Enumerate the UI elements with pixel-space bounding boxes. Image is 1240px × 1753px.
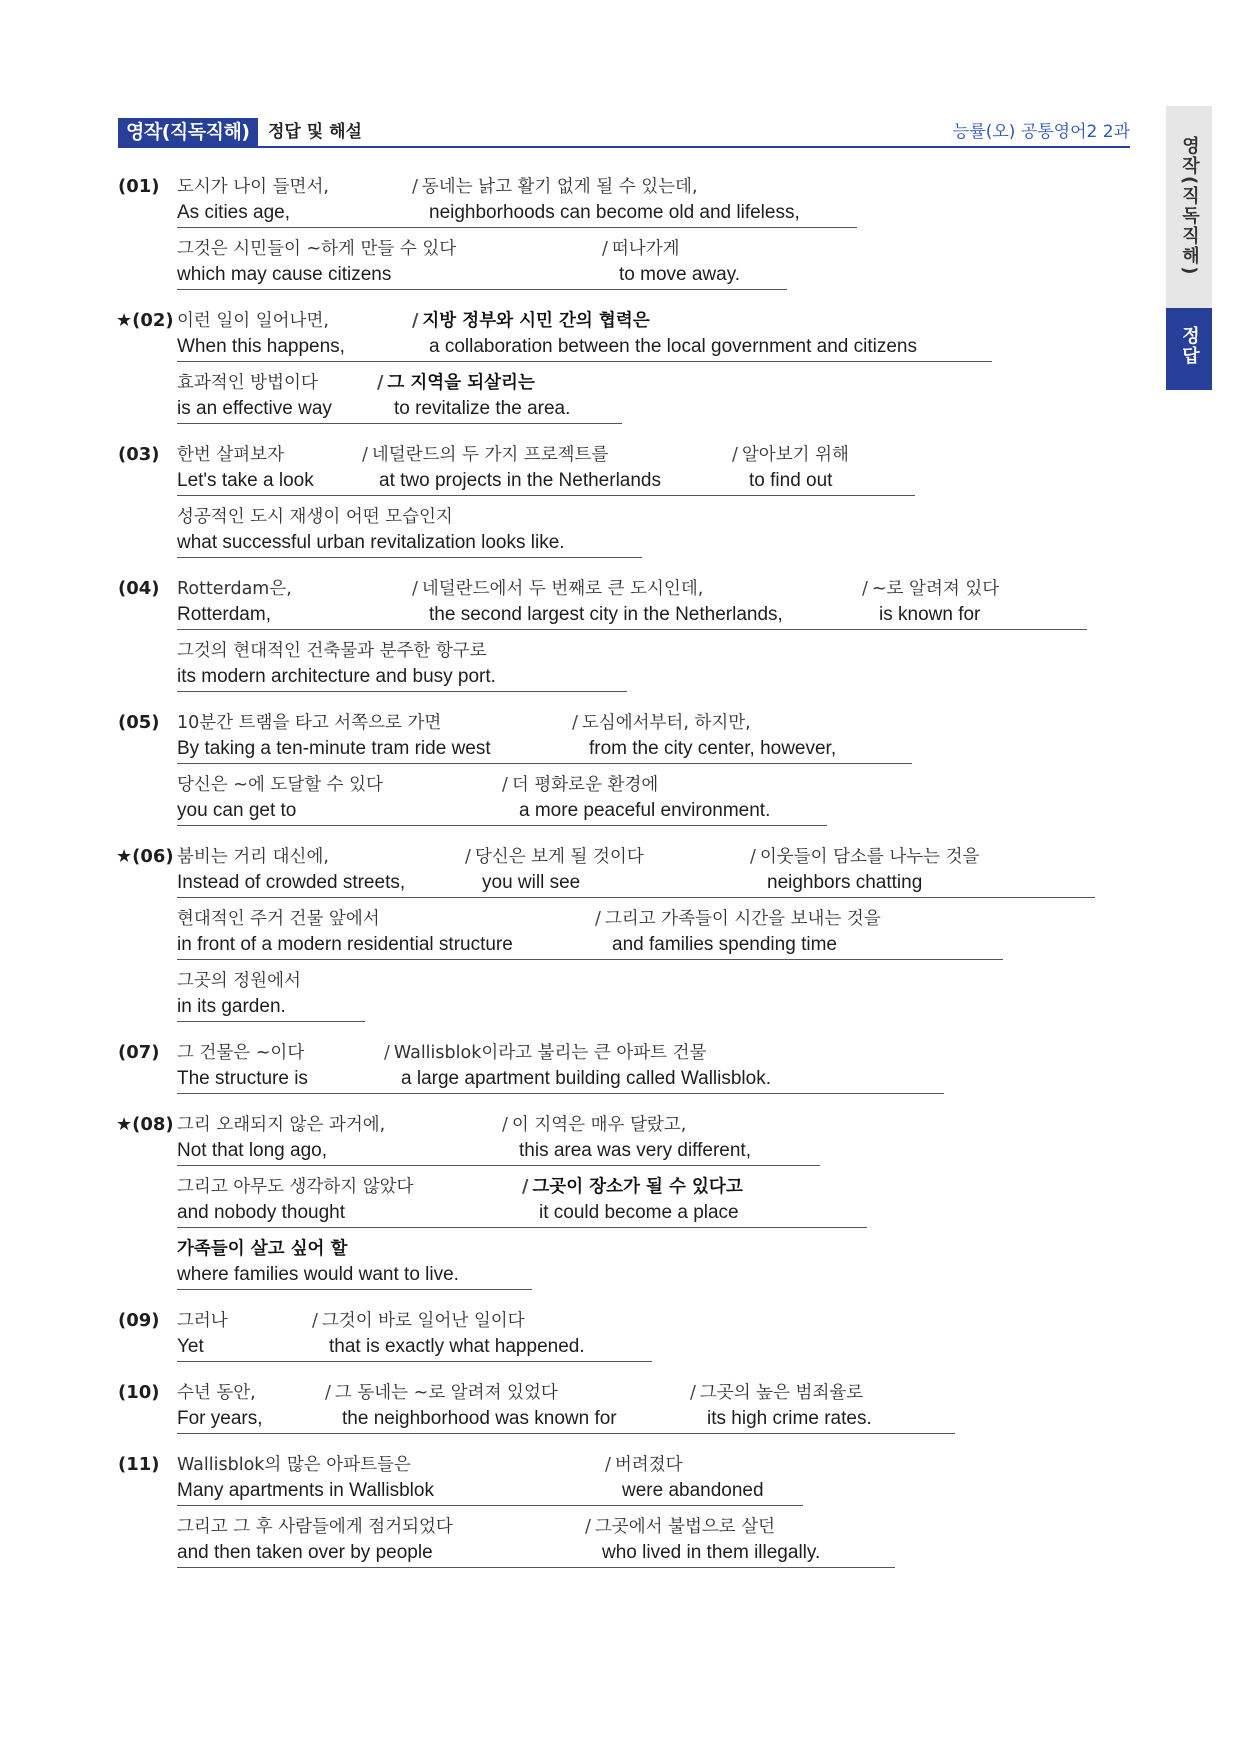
chunk (750, 844, 1095, 898)
korean-chunk (177, 1174, 522, 1200)
korean-chunk-text: 그 건물은 ~이다 (177, 1043, 305, 1063)
english-chunk: a collaboration between the local government and citizens (429, 336, 917, 357)
korean-chunk (177, 1380, 325, 1406)
korean-chunk (177, 1040, 384, 1066)
korean-chunk (177, 906, 595, 932)
english-chunk: Let's take a look (177, 470, 314, 491)
chunk-row (177, 1380, 1148, 1434)
sentence-number (116, 844, 176, 870)
korean-chunk (177, 710, 572, 736)
korean-chunk-text: 그 동네는 ~로 알려져 있었다 (334, 1383, 558, 1403)
chunk-row (177, 844, 1148, 898)
korean-chunk-text: 10분간 트램을 타고 서쪽으로 가면 (177, 713, 442, 733)
korean-chunk (177, 1514, 585, 1540)
korean-chunk (177, 442, 362, 468)
sentence-number-text: (01) (118, 176, 160, 197)
chunk (177, 968, 365, 1022)
sentence-number (116, 308, 176, 334)
korean-chunk-text: 이 지역은 매우 달랐고, (511, 1115, 687, 1135)
textbook-info: 능률(오) 공통영어2 2과 (952, 122, 1130, 142)
korean-chunk-text: 더 평화로운 환경에 (511, 775, 659, 795)
english-chunk: its modern architecture and busy port. (177, 666, 496, 687)
slash-divider: / (572, 713, 578, 733)
korean-chunk-text: 도심에서부터, 하지만, (581, 713, 751, 733)
chunk (177, 906, 595, 960)
chunk-row (177, 504, 1148, 558)
korean-chunk-text: 네덜란드에서 두 번째로 큰 도시인데, (421, 579, 704, 599)
sentence-number-text: (10) (118, 1382, 160, 1403)
chunk (862, 576, 1087, 630)
sentence-number (118, 1040, 178, 1066)
chunk (502, 772, 827, 826)
chunk (412, 174, 857, 228)
chunk (177, 710, 572, 764)
english-chunk: that is exactly what happened. (329, 1336, 585, 1357)
chunk (177, 236, 602, 290)
slash-divider: / (605, 1455, 611, 1475)
english-chunk: Many apartments in Wallisblok (177, 1480, 434, 1501)
chunk (177, 772, 502, 826)
chunk-row (177, 1452, 1148, 1506)
chunk (522, 1174, 867, 1228)
chunk-row (177, 1174, 1148, 1228)
korean-chunk (412, 576, 862, 602)
korean-chunk (177, 1112, 502, 1138)
slash-divider: / (502, 775, 508, 795)
chunk-row (177, 1308, 1148, 1362)
english-chunk: and nobody thought (177, 1202, 345, 1223)
english-chunk: you will see (482, 872, 581, 893)
korean-chunk-text: 동네는 낡고 활기 없게 될 수 있는데, (421, 177, 698, 197)
korean-chunk (750, 844, 1095, 870)
chunk-row (177, 308, 1148, 362)
slash-divider: / (502, 1115, 508, 1135)
english-chunk: is an effective way (177, 398, 332, 419)
english-chunk: the second largest city in the Netherlands, (429, 604, 783, 625)
english-chunk: you can get to (177, 800, 297, 821)
chunk-row (177, 638, 1148, 692)
english-chunk: The structure is (177, 1068, 308, 1089)
english-chunk: is known for (879, 604, 981, 625)
korean-chunk (177, 576, 412, 602)
korean-chunk (585, 1514, 895, 1540)
slash-divider: / (412, 579, 418, 599)
chunk (312, 1308, 652, 1362)
korean-chunk (602, 236, 787, 262)
sentence-number-text: (08) (132, 1114, 174, 1135)
korean-chunk (177, 844, 465, 870)
korean-chunk-text: 성공적인 도시 재생이 어떤 모습인지 (177, 507, 453, 527)
chunk (177, 1236, 532, 1290)
english-chunk: By taking a ten-minute tram ride west (177, 738, 491, 759)
korean-chunk (177, 504, 642, 530)
korean-chunk-text: 그것의 현대적인 건축물과 분주한 항구로 (177, 641, 487, 661)
english-chunk: from the city center, however, (589, 738, 837, 759)
english-chunk: Instead of crowded streets, (177, 872, 406, 893)
chunk (177, 638, 627, 692)
sentence-number-text: (06) (132, 846, 174, 867)
english-chunk: what successful urban revitalization looks like. (177, 532, 565, 553)
side-tab-writing-label: 영작(직독직해) (1179, 136, 1200, 277)
korean-chunk-text: 그곳의 정원에서 (177, 971, 301, 991)
korean-chunk (412, 174, 857, 200)
sentence-item (118, 1380, 1148, 1434)
slash-divider: / (602, 239, 608, 259)
korean-chunk (177, 308, 412, 334)
english-chunk: in its garden. (177, 996, 286, 1017)
slash-divider: / (522, 1177, 529, 1197)
english-chunk: who lived in them illegally. (602, 1542, 821, 1563)
korean-chunk-text: 떠나가게 (611, 239, 680, 259)
sentence-number (118, 576, 178, 602)
sentence-item (118, 1308, 1148, 1362)
english-chunk: Not that long ago, (177, 1140, 327, 1161)
slash-divider: / (412, 177, 418, 197)
english-chunk: were abandoned (622, 1480, 764, 1501)
korean-chunk (605, 1452, 803, 1478)
english-chunk: to find out (749, 470, 833, 491)
chunk (177, 1174, 522, 1228)
korean-chunk (177, 772, 502, 798)
english-chunk: Yet (177, 1336, 204, 1357)
chunk-row (177, 906, 1148, 960)
korean-chunk-text: 지방 정부와 시민 간의 협력은 (422, 311, 650, 331)
chunk-row (177, 772, 1148, 826)
side-tab-answers-label: 정답 (1179, 326, 1200, 366)
english-chunk: where families would want to live. (177, 1264, 459, 1285)
korean-chunk-text: Wallisblok의 많은 아파트들은 (177, 1455, 411, 1475)
chunk-row (177, 1236, 1148, 1290)
korean-chunk (177, 370, 377, 396)
korean-chunk (595, 906, 1003, 932)
korean-chunk-text: ~로 알려져 있다 (871, 579, 1000, 599)
slash-divider: / (595, 909, 601, 929)
header-rule (118, 146, 1130, 148)
sentence-list (118, 174, 1148, 1586)
korean-chunk-text: 그러나 (177, 1311, 228, 1331)
korean-chunk (312, 1308, 652, 1334)
english-chunk: this area was very different, (519, 1140, 751, 1161)
sentence-number-text: (04) (118, 578, 160, 599)
english-chunk: For years, (177, 1408, 263, 1429)
korean-chunk-text: 그리고 그 후 사람들에게 점거되었다 (177, 1517, 453, 1537)
sentence-number-text: (11) (118, 1454, 160, 1475)
star-icon: ★ (116, 310, 133, 331)
sentence-number (118, 1380, 178, 1406)
slash-divider: / (750, 847, 756, 867)
sentence-number (118, 1452, 178, 1478)
korean-chunk-text: 알아보기 위해 (741, 445, 849, 465)
chunk (177, 844, 465, 898)
sentence-item (118, 576, 1148, 692)
english-chunk: which may cause citizens (177, 264, 392, 285)
english-chunk: it could become a place (539, 1202, 739, 1223)
slash-divider: / (377, 373, 384, 393)
chunk (177, 1452, 605, 1506)
sentence-item (118, 1112, 1148, 1290)
english-chunk: neighborhoods can become old and lifeless, (429, 202, 800, 223)
chunk (177, 308, 412, 362)
slash-divider: / (862, 579, 868, 599)
korean-chunk-text: 그 지역을 되살리는 (387, 373, 535, 393)
chunk (412, 308, 992, 362)
section-subtitle: 정답 및 해설 (268, 122, 362, 142)
chunk (177, 442, 362, 496)
sentence-item (118, 1452, 1148, 1568)
sentence-item (118, 1040, 1148, 1094)
korean-chunk-text: 버려졌다 (614, 1455, 683, 1475)
chunk-row (177, 576, 1148, 630)
chunk (572, 710, 912, 764)
chunk (177, 1040, 384, 1094)
star-icon: ★ (116, 1114, 133, 1135)
sentence-number-text: (05) (118, 712, 160, 733)
english-chunk: Rotterdam, (177, 604, 271, 625)
korean-chunk-text: 현대적인 주거 건물 앞에서 (177, 909, 380, 929)
korean-chunk (502, 772, 827, 798)
korean-chunk-text: 한번 살펴보자 (177, 445, 284, 465)
slash-divider: / (412, 311, 419, 331)
side-tab-answers[interactable] (1166, 308, 1212, 390)
korean-chunk (502, 1112, 820, 1138)
english-chunk: the neighborhood was known for (342, 1408, 617, 1429)
page-header (118, 118, 1130, 148)
sentence-number (118, 710, 178, 736)
chunk (412, 576, 862, 630)
sentence-number (116, 1112, 176, 1138)
korean-chunk-text: 그곳의 높은 범죄율로 (699, 1383, 864, 1403)
chunk-row (177, 968, 1148, 1022)
korean-chunk-text: Wallisblok이라고 불리는 큰 아파트 건물 (393, 1043, 707, 1063)
korean-chunk (522, 1174, 867, 1200)
sentence-number-text: (03) (118, 444, 160, 465)
chunk (177, 174, 412, 228)
sentence-item (118, 844, 1148, 1022)
korean-chunk (412, 308, 992, 334)
english-chunk: When this happens, (177, 336, 345, 357)
english-chunk: to revitalize the area. (394, 398, 571, 419)
korean-chunk-text: 효과적인 방법이다 (177, 373, 318, 393)
chunk (377, 370, 622, 424)
chunk (605, 1452, 803, 1506)
korean-chunk-text: 그것은 시민들이 ~하게 만들 수 있다 (177, 239, 457, 259)
korean-chunk (177, 1236, 532, 1262)
chunk (465, 844, 750, 898)
korean-chunk (732, 442, 915, 468)
english-chunk: at two projects in the Netherlands (379, 470, 661, 491)
korean-chunk-text: 이웃들이 담소를 나누는 것을 (759, 847, 980, 867)
korean-chunk-text: 그리 오래되지 않은 과거에, (177, 1115, 386, 1135)
chunk-row (177, 1514, 1148, 1568)
korean-chunk-text: 그리고 아무도 생각하지 않았다 (177, 1177, 414, 1197)
korean-chunk-text: 당신은 ~에 도달할 수 있다 (177, 775, 383, 795)
chunk (690, 1380, 955, 1434)
korean-chunk-text: 수년 동안, (177, 1383, 256, 1403)
chunk-row (177, 1040, 1148, 1094)
korean-chunk-text: 그것이 바로 일어난 일이다 (321, 1311, 525, 1331)
sentence-item (118, 710, 1148, 826)
slash-divider: / (690, 1383, 696, 1403)
korean-chunk (177, 1452, 605, 1478)
english-chunk: a more peaceful environment. (519, 800, 771, 821)
korean-chunk (177, 174, 412, 200)
korean-chunk-text: 그곳에서 불법으로 살던 (594, 1517, 776, 1537)
korean-chunk-text: 붐비는 거리 대신에, (177, 847, 329, 867)
english-chunk: As cities age, (177, 202, 290, 223)
korean-chunk (465, 844, 750, 870)
sentence-number-text: (02) (132, 310, 174, 331)
chunk (595, 906, 1003, 960)
slash-divider: / (384, 1043, 390, 1063)
sentence-number (118, 442, 178, 468)
sentence-number (118, 1308, 178, 1334)
korean-chunk (177, 968, 365, 994)
chunk (177, 1112, 502, 1166)
english-chunk: neighbors chatting (767, 872, 923, 893)
chunk-row (177, 174, 1148, 228)
english-chunk: and families spending time (612, 934, 837, 955)
korean-chunk (177, 638, 627, 664)
sentence-item (118, 308, 1148, 424)
chunk (177, 504, 642, 558)
section-label: 영작(직독직해) (118, 118, 258, 146)
sentence-number (118, 174, 178, 200)
chunk-row (177, 236, 1148, 290)
slash-divider: / (325, 1383, 331, 1403)
chunk (177, 1380, 325, 1434)
korean-chunk (377, 370, 622, 396)
chunk (602, 236, 787, 290)
chunk (177, 1308, 312, 1362)
star-icon: ★ (116, 846, 133, 867)
english-chunk: its high crime rates. (707, 1408, 872, 1429)
sentence-item (118, 442, 1148, 558)
korean-chunk-text: 그리고 가족들이 시간을 보내는 것을 (604, 909, 881, 929)
chunk-row (177, 710, 1148, 764)
slash-divider: / (312, 1311, 318, 1331)
side-tab-writing[interactable] (1166, 106, 1212, 308)
korean-chunk-text: 가족들이 살고 싶어 할 (177, 1239, 348, 1259)
sentence-number-text: (09) (118, 1310, 160, 1331)
english-chunk: to move away. (619, 264, 741, 285)
korean-chunk (690, 1380, 955, 1406)
korean-chunk-text: 도시가 나이 들면서, (177, 177, 329, 197)
korean-chunk (862, 576, 1087, 602)
chunk (732, 442, 915, 496)
chunk-row (177, 370, 1148, 424)
english-chunk: a large apartment building called Wallisblok. (401, 1068, 771, 1089)
sentence-item (118, 174, 1148, 290)
korean-chunk-text: 그곳이 장소가 될 수 있다고 (532, 1177, 743, 1197)
korean-chunk-text: 이런 일이 일어나면, (177, 311, 329, 331)
korean-chunk-text: Rotterdam은, (177, 579, 292, 599)
chunk (502, 1112, 820, 1166)
slash-divider: / (465, 847, 471, 867)
korean-chunk (572, 710, 912, 736)
chunk-row (177, 442, 1148, 496)
chunk (384, 1040, 944, 1094)
chunk (362, 442, 732, 496)
english-chunk: in front of a modern residential structure (177, 934, 513, 955)
korean-chunk (362, 442, 732, 468)
korean-chunk (177, 236, 602, 262)
chunk (325, 1380, 690, 1434)
slash-divider: / (362, 445, 368, 465)
korean-chunk (177, 1308, 312, 1334)
slash-divider: / (585, 1517, 591, 1537)
korean-chunk (384, 1040, 944, 1066)
korean-chunk-text: 당신은 보게 될 것이다 (474, 847, 644, 867)
chunk (177, 370, 377, 424)
korean-chunk-text: 네덜란드의 두 가지 프로젝트를 (371, 445, 609, 465)
english-chunk: and then taken over by people (177, 1542, 433, 1563)
korean-chunk (325, 1380, 690, 1406)
chunk (585, 1514, 895, 1568)
slash-divider: / (732, 445, 738, 465)
chunk (177, 1514, 585, 1568)
chunk (177, 576, 412, 630)
sentence-number-text: (07) (118, 1042, 160, 1063)
chunk-row (177, 1112, 1148, 1166)
